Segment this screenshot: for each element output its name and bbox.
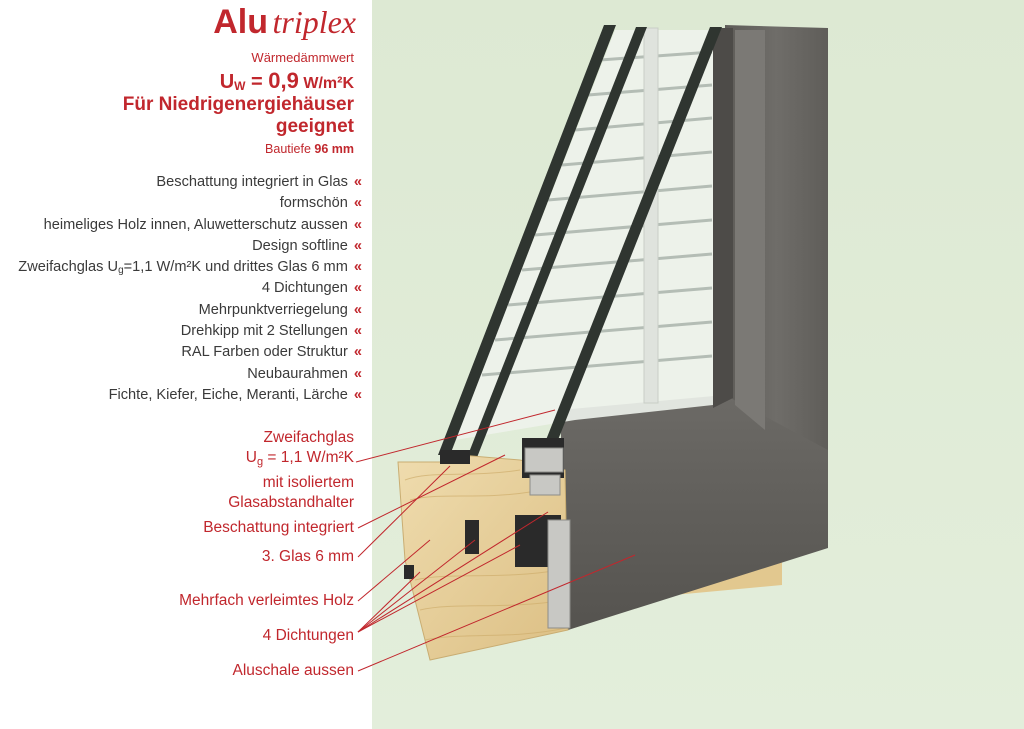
feature-item: Fichte, Kiefer, Eiche, Meranti, Lärche «: [108, 386, 362, 403]
series-name: triplex: [272, 4, 356, 40]
leader-shading: [358, 455, 505, 528]
feature-item: formschön «: [279, 195, 362, 212]
leader-third-glass: [358, 466, 450, 557]
uw-number: 0,9: [268, 68, 299, 93]
quote-marker-icon: «: [353, 237, 362, 254]
brand-name: Alu: [213, 3, 269, 41]
uw-symbol: U: [219, 71, 235, 93]
callout-alu-shell: Aluschale aussen: [232, 662, 354, 679]
quote-marker-icon: «: [353, 195, 362, 212]
quote-marker-icon: «: [353, 280, 362, 297]
quote-marker-icon: «: [353, 344, 362, 361]
depth-label: Bautiefe: [265, 142, 311, 156]
feature-item: Beschattung integriert in Glas «: [156, 174, 362, 190]
quote-marker-icon: «: [353, 386, 362, 403]
callout-laminated-wood: Mehrfach verleimtes Holz: [179, 592, 354, 609]
callout-third-glass: 3. Glas 6 mm: [261, 548, 354, 565]
leader-wood: [358, 540, 430, 601]
headline-line-2: geeignet: [275, 116, 354, 137]
feature-item: Drehkipp mit 2 Stellungen «: [180, 323, 362, 340]
feature-item: 4 Dichtungen «: [261, 280, 362, 297]
leader-seal-4: [358, 512, 548, 632]
feature-item: Zweifachglas $U_g=1,1$ W/m²K und drittes Glas 6 mm «: [18, 259, 362, 277]
feature-item: heimeliges Holz innen, Aluwetterschutz aussen «: [43, 216, 362, 233]
feature-item: Neubaurahmen «: [247, 365, 362, 382]
depth-value: 96 mm: [314, 142, 354, 156]
feature-item: Mehrpunktverriegelung «: [198, 301, 362, 318]
uw-unit: W/m²K: [298, 75, 354, 92]
quote-marker-icon: «: [353, 174, 362, 190]
callout-seals: 4 Dichtungen: [262, 627, 354, 644]
leader-double-glazing: [356, 410, 555, 462]
quote-marker-icon: «: [353, 301, 362, 318]
uw-equals: =: [245, 71, 269, 93]
leader-alu: [358, 555, 635, 671]
feature-item: Design softline «: [252, 237, 362, 254]
uw-subscript: W: [234, 79, 246, 93]
leader-seal-1: [358, 572, 420, 632]
quote-marker-icon: «: [353, 323, 362, 340]
quote-marker-icon: «: [353, 216, 362, 233]
headline-line-1: Für Niedrigenergiehäuser: [122, 94, 354, 115]
callout-shading: Beschattung integriert: [203, 519, 354, 536]
leader-seal-3: [358, 545, 520, 632]
callout-double-glazing: Zweifachglas $U_g = 1,1$ W/m²K mit isoliertem Glasabstandhalter: [228, 429, 354, 512]
subtitle: Wärmedämmwert: [251, 50, 354, 65]
feature-item: RAL Farben oder Struktur «: [181, 344, 362, 361]
quote-marker-icon: «: [353, 365, 362, 382]
quote-marker-icon: «: [353, 259, 362, 276]
